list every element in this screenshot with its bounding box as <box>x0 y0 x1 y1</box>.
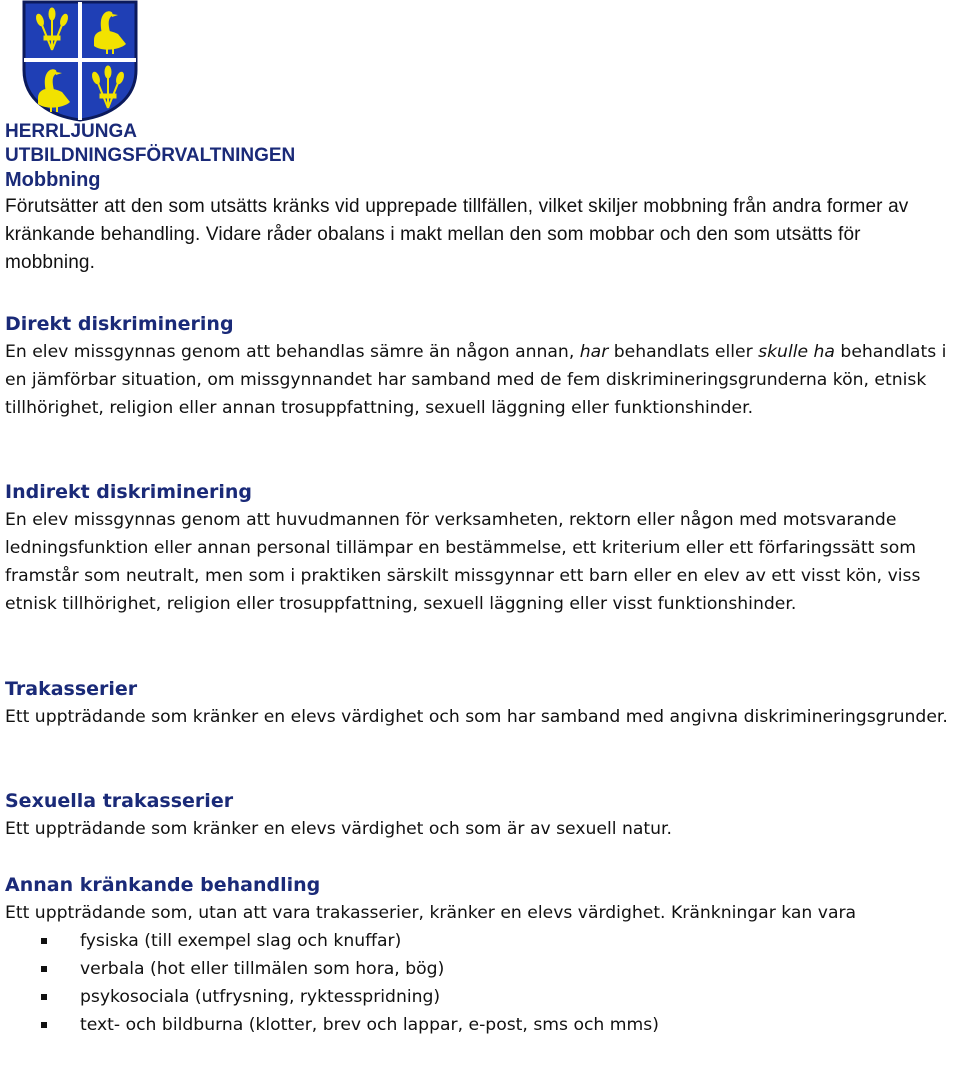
paragraph-trakasserier: Ett uppträdande som kränker en elevs värdighet och som har samband med angivna diskrimineringsgrunder. <box>5 707 948 727</box>
section-annan-krankande <box>5 871 960 1039</box>
text-segment: behandlats i en jämförbar situation, om missgynnandet har samband med de fem diskrimineringsgrunderna kön, etnisk tillhörighet, religion eller annan trosuppfattning, sexuell läggning eller funktionshinder. <box>5 342 947 418</box>
heading-sexuella-trakasserier: Sexuella trakasserier <box>5 790 234 812</box>
section-direkt <box>5 310 960 422</box>
list-item <box>5 1011 960 1039</box>
list-item <box>5 955 960 983</box>
text-segment: behandlats eller <box>608 342 759 362</box>
emphasis-skulle-ha: skulle ha <box>758 342 835 362</box>
list-item-text: text- och bildburna (klotter, brev och lappar, e-post, sms och mms) <box>80 1015 659 1035</box>
paragraph-indirekt-diskriminering: En elev missgynnas genom att huvudmannen för verksamheten, rektorn eller någon med motsvarande ledningsfunktion eller annan personal tillämpar en bestämmelse, ett kriterium eller ett förfaringssätt som framstår som neutralt, men som i praktiken särskilt missgynnar ett barn eller en elev av ett visst kön, viss etnisk tillhörighet, religion eller trosuppfattning, sexuell läggning eller visst funktionshinder. <box>5 510 921 614</box>
heading-mobbning: Mobbning <box>5 169 101 191</box>
bullet-list <box>5 927 960 1039</box>
paragraph-mobbning: Förutsätter att den som utsätts kränks vid upprepade tillfällen, vilket skiljer mobbning från andra former av kränkande behandling. Vidare råder obalans i makt mellan den som mobbar och den som utsätts för mobbning. <box>5 196 909 273</box>
heading-annan-krankande-behandling: Annan kränkande behandling <box>5 874 321 896</box>
section-trakasserier <box>5 675 960 731</box>
list-item <box>5 983 960 1011</box>
heading-trakasserier: Trakasserier <box>5 678 138 700</box>
list-item-text: verbala (hot eller tillmälen som hora, bög) <box>80 959 445 979</box>
heading-indirekt-diskriminering: Indirekt diskriminering <box>5 481 252 503</box>
list-item-text: fysiska (till exempel slag och knuffar) <box>80 931 402 951</box>
bullet-square-icon <box>41 994 47 1000</box>
list-item <box>5 927 960 955</box>
bullet-square-icon <box>41 1022 47 1028</box>
bullet-square-icon <box>41 938 47 944</box>
paragraph-direkt-diskriminering <box>5 338 960 422</box>
header-block <box>5 120 955 277</box>
emphasis-har: har <box>579 342 609 362</box>
coat-of-arms-icon <box>22 0 138 122</box>
paragraph-sexuella-trakasserier: Ett uppträdande som kränker en elevs värdighet och som är av sexuell natur. <box>5 819 672 839</box>
bullet-square-icon <box>41 966 47 972</box>
text-segment: En elev missgynnas genom att behandlas sämre än någon annan, <box>5 342 580 362</box>
section-indirekt <box>5 478 960 618</box>
org-name-line1: HERRLJUNGA <box>5 121 137 142</box>
heading-direkt-diskriminering: Direkt diskriminering <box>5 313 234 335</box>
list-item-text: psykosociala (utfrysning, ryktesspridning) <box>80 987 441 1007</box>
section-sexuella-trakasserier <box>5 787 960 843</box>
org-name-line2: UTBILDNINGSFÖRVALTNINGEN <box>5 145 296 166</box>
paragraph-annan-krankande-behandling: Ett uppträdande som, utan att vara trakasserier, kränker en elevs värdighet. Kränkningar kan vara <box>5 903 857 923</box>
